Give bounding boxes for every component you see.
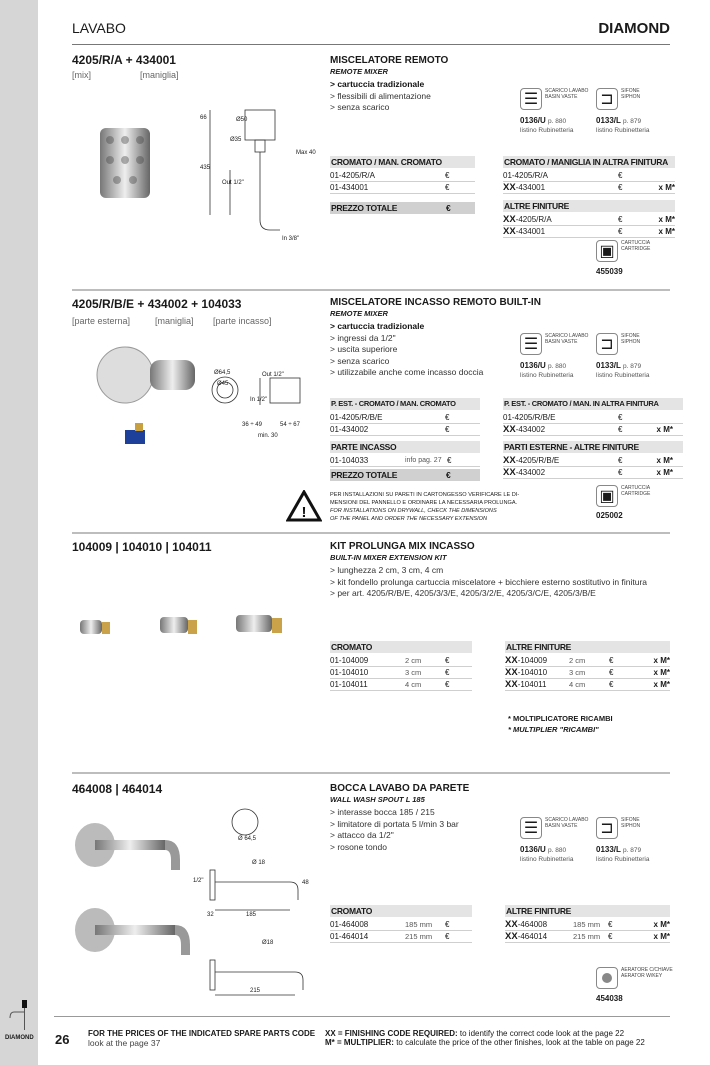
dim-label: Ø50 bbox=[236, 117, 248, 123]
table-header: ALTRE FINITURE bbox=[505, 905, 670, 917]
siphon-icon: ⊐ bbox=[596, 333, 618, 355]
feature-list bbox=[330, 565, 647, 600]
dim-label: In 3/8" bbox=[282, 236, 300, 242]
dim-label: 1/2" bbox=[193, 878, 204, 884]
dim-label: 54 ÷ 67 bbox=[280, 422, 300, 428]
table-row: 01-104011 4 cm € bbox=[330, 679, 472, 691]
label: SIPHON bbox=[621, 94, 641, 100]
dim-label: Max 40 bbox=[296, 150, 316, 156]
table-row: 01-104010 3 cm € bbox=[330, 667, 472, 679]
price-table-chrome bbox=[330, 641, 472, 691]
technical-drawing-1 bbox=[200, 100, 310, 250]
product-title: MISCELATORE REMOTO bbox=[330, 55, 449, 66]
technical-drawing-2 bbox=[210, 370, 310, 420]
feature-list bbox=[330, 79, 431, 114]
table-row: XX-464014 215 mm € x M* bbox=[505, 931, 670, 942]
side-stripe bbox=[0, 0, 38, 1065]
dim-label: 36 ÷ 49 bbox=[242, 422, 262, 428]
accessory-code: 0133/L p. 879 bbox=[596, 116, 642, 125]
dim-label: Ø 64,5 bbox=[238, 836, 257, 842]
product-image-extension-kits bbox=[78, 612, 303, 642]
feature-list bbox=[330, 321, 483, 379]
multiplier-note: * MOLTIPLICATORE RICAMBI bbox=[508, 714, 613, 723]
price-table-other-finish bbox=[505, 641, 670, 691]
product-subtitle: WALL WASH SPOUT L 185 bbox=[330, 795, 425, 804]
feature: > ingressi da 1/2" bbox=[330, 332, 396, 343]
cartridge-accessory: ▣ CARTUCCIA CARTRIDGE bbox=[596, 240, 650, 262]
dim-label: Ø64,5 bbox=[214, 370, 231, 376]
table-row: XX-104011 4 cm € x M* bbox=[505, 679, 670, 690]
table-row: XX-104010 3 cm € x M* bbox=[505, 667, 670, 678]
product-subtitle: REMOTE MIXER bbox=[330, 309, 388, 318]
product-sub: [maniglia] bbox=[155, 316, 194, 326]
feature: > cartuccia tradizionale bbox=[330, 321, 425, 331]
siphon-accessory: ⊐ SIFONE SIPHON bbox=[596, 817, 640, 839]
product-code: 464008 | 464014 bbox=[72, 782, 163, 796]
section-divider bbox=[72, 532, 670, 534]
basin-waste-icon: ☰ bbox=[520, 817, 542, 839]
price-table-chrome bbox=[330, 398, 480, 483]
table-row: XX-4205/R/B/E € x M* bbox=[503, 455, 683, 467]
header-divider bbox=[72, 44, 670, 45]
aerator-icon bbox=[596, 967, 618, 989]
section-divider bbox=[72, 289, 670, 291]
cartridge-code: 455039 bbox=[596, 267, 623, 276]
table-row: XX-434001 € x M* bbox=[503, 226, 675, 237]
product-title: BOCCA LAVABO DA PARETE bbox=[330, 783, 470, 794]
table-header: CROMATO bbox=[330, 641, 472, 653]
section-divider bbox=[72, 772, 670, 774]
dim-label: Ø45 bbox=[217, 381, 229, 387]
product-sub: [parte esterna] bbox=[72, 316, 131, 326]
side-brand: DIAMOND bbox=[5, 1035, 34, 1041]
table-row: 01-4205/R/B/E € bbox=[330, 412, 480, 424]
feature: > uscita superiore bbox=[330, 344, 398, 354]
table-header: PARTE INCASSO bbox=[330, 441, 480, 453]
feature: > utilizzabile anche come incasso doccia bbox=[330, 367, 484, 377]
accessory-code: 0136/U p. 880 bbox=[520, 116, 567, 125]
table-header: P. EST. - CROMATO / MAN. IN ALTRA FINITURA bbox=[503, 398, 683, 410]
label: SIFONE bbox=[621, 88, 640, 94]
cartridge-icon: ▣ bbox=[596, 240, 618, 262]
basin-waste-accessory bbox=[520, 88, 588, 110]
accessory-code: 0133/L p. 879 bbox=[596, 361, 642, 370]
accessory-code: 0136/U p. 880 bbox=[520, 845, 567, 854]
siphon-icon: ⊐ bbox=[596, 817, 618, 839]
product-sub: [parte incasso] bbox=[213, 316, 272, 326]
table-row: XX-434002 € x M* bbox=[503, 424, 683, 436]
table-header: ALTRE FINITURE bbox=[503, 200, 675, 212]
feature-list bbox=[330, 807, 459, 853]
feature: > attacco da 1/2" bbox=[330, 830, 394, 840]
product-title: MISCELATORE INCASSO REMOTO BUILT-IN bbox=[330, 297, 541, 308]
price-table-other-finish bbox=[503, 398, 683, 479]
listino: listino Rubinetteria bbox=[596, 856, 650, 863]
feature: > interasse bocca 185 / 215 bbox=[330, 807, 435, 817]
dim-label: In 1/2" bbox=[250, 397, 268, 403]
total-row: PREZZO TOTALE € bbox=[330, 469, 480, 481]
product-subtitle: BUILT-IN MIXER EXTENSION KIT bbox=[330, 553, 447, 562]
total-row: PREZZO TOTALE € bbox=[330, 202, 475, 214]
product-sub: [mix] bbox=[72, 70, 91, 80]
table-header: P. EST. - CROMATO / MAN. CROMATO bbox=[330, 398, 480, 410]
spare-parts-note: FOR THE PRICES OF THE INDICATED SPARE PARTS CODE look at the page 37 bbox=[88, 1029, 316, 1048]
price-table-chrome bbox=[330, 156, 475, 216]
table-header: CROMATO / MAN. CROMATO bbox=[330, 156, 475, 168]
cartridge-code: 025002 bbox=[596, 511, 623, 520]
cartridge-accessory: ▣ CARTUCCIA CARTRIDGE bbox=[596, 485, 650, 507]
aerator-accessory: AERATORE C/CHIAVE AERATOR W/KEY bbox=[596, 967, 673, 989]
footer-divider bbox=[54, 1016, 670, 1017]
table-row: XX-434002 € x M* bbox=[503, 467, 683, 479]
technical-drawing-4 bbox=[195, 800, 310, 1000]
basin-waste-icon: ☰ bbox=[520, 333, 542, 355]
accessory-code: 0133/L p. 879 bbox=[596, 845, 642, 854]
basin-waste-icon: ☰ bbox=[520, 88, 542, 110]
label: BASIN VASTE bbox=[545, 94, 578, 100]
multiplier-note-en: * MULTIPLIER "RICAMBI" bbox=[508, 725, 599, 734]
product-image-wall-spouts bbox=[70, 820, 190, 980]
table-row: XX-104009 2 cm € x M* bbox=[505, 655, 670, 666]
table-header: PARTI ESTERNE - ALTRE FINITURE bbox=[503, 441, 683, 453]
table-row: 01-434002 € bbox=[330, 424, 480, 436]
listino: listino Rubinetteria bbox=[520, 127, 574, 134]
table-row: 01-104009 2 cm € bbox=[330, 655, 472, 667]
listino: listino Rubinetteria bbox=[520, 372, 574, 379]
table-header: CROMATO / MANIGLIA IN ALTRA FINITURA bbox=[503, 156, 675, 168]
product-code: 104009 | 104010 | 104011 bbox=[72, 540, 212, 554]
dim-label: 48 bbox=[302, 880, 309, 886]
siphon-accessory bbox=[596, 88, 640, 110]
dim-label: 32 bbox=[207, 912, 214, 918]
table-row: 01-104033 info pag. 27 € bbox=[330, 455, 480, 467]
table-row: 01-4205/R/A € bbox=[503, 170, 675, 182]
table-header: CROMATO bbox=[330, 905, 472, 917]
faucet-thumbnail-icon bbox=[8, 1000, 32, 1030]
dim-label: 66 bbox=[200, 115, 207, 121]
cartridge-icon: ▣ bbox=[596, 485, 618, 507]
accessory-code: 0136/U p. 880 bbox=[520, 361, 567, 370]
listino: listino Rubinetteria bbox=[596, 127, 650, 134]
siphon-accessory: ⊐ SIFONE SIPHON bbox=[596, 333, 640, 355]
price-table-other-finish bbox=[503, 156, 675, 238]
siphon-icon: ⊐ bbox=[596, 88, 618, 110]
table-row: 01-464008 185 mm € bbox=[330, 919, 472, 931]
table-row: 01-4205/R/A € bbox=[330, 170, 475, 182]
dim-label: Ø35 bbox=[230, 137, 242, 143]
feature: > kit fondello prolunga cartuccia miscelatore + bicchiere esterno sostitutivo in finitura bbox=[330, 576, 648, 587]
price-table-other-finish bbox=[505, 905, 670, 943]
listino: listino Rubinetteria bbox=[596, 372, 650, 379]
table-row: 01-434001 € bbox=[330, 182, 475, 194]
svg-text:!: ! bbox=[301, 504, 307, 521]
product-image-mixer bbox=[95, 120, 155, 200]
basin-waste-accessory: ☰ SCARICO LAVABO BASIN VASTE bbox=[520, 333, 588, 355]
table-header: ALTRE FINITURE bbox=[505, 641, 670, 653]
dim-label: 435 bbox=[200, 165, 211, 171]
price-table-chrome bbox=[330, 905, 472, 943]
aerator-code: 454038 bbox=[596, 994, 623, 1003]
product-code: 4205/R/B/E + 434002 + 104033 bbox=[72, 297, 242, 311]
feature: > senza scarico bbox=[330, 102, 390, 112]
product-image-builtin-mixer bbox=[95, 345, 205, 455]
product-code: 4205/R/A + 434001 bbox=[72, 53, 176, 67]
dim-label: Out 1/2" bbox=[222, 180, 244, 186]
brand-title: DIAMOND bbox=[598, 20, 670, 37]
feature: > senza scarico bbox=[330, 355, 390, 366]
listino: listino Rubinetteria bbox=[520, 856, 574, 863]
section-title: LAVABO bbox=[72, 20, 126, 36]
feature: > flessibili di alimentazione bbox=[330, 90, 431, 101]
feature: > cartuccia tradizionale bbox=[330, 79, 425, 89]
feature: > lunghezza 2 cm, 3 cm, 4 cm bbox=[330, 565, 444, 575]
dim-label: min. 30 bbox=[258, 433, 278, 439]
dim-label: 185 bbox=[246, 912, 257, 918]
legend-note: XX = FINISHING CODE REQUIRED: to identify the correct code look at the page 22 M* = MULTIPLIER: to calculate the price of the other finishes, look at the table on page 22 bbox=[325, 1029, 645, 1047]
feature: > limitatore di portata 5 l/min 3 bar bbox=[330, 818, 459, 829]
dim-label: Ø 18 bbox=[252, 860, 266, 866]
table-row: XX-4205/R/A € x M* bbox=[503, 214, 675, 225]
table-row: 01-464014 215 mm € bbox=[330, 931, 472, 943]
basin-waste-accessory: ☰ SCARICO LAVABO BASIN VASTE bbox=[520, 817, 588, 839]
table-row: XX-464008 185 mm € x M* bbox=[505, 919, 670, 930]
product-sub: [maniglia] bbox=[140, 70, 179, 80]
product-title: KIT PROLUNGA MIX INCASSO bbox=[330, 541, 475, 552]
label: SCARICO LAVABO bbox=[545, 88, 589, 94]
product-subtitle: REMOTE MIXER bbox=[330, 67, 388, 76]
dim-label: Ø18 bbox=[262, 940, 274, 946]
warning-icon bbox=[286, 490, 322, 522]
page-number: 26 bbox=[55, 1032, 70, 1047]
dim-label: 215 bbox=[250, 988, 261, 994]
feature: > per art. 4205/R/B/E, 4205/3/3/E, 4205/3/2/E, 4205/3/C/E, 4205/3/B/E bbox=[330, 588, 596, 598]
feature: > rosone tondo bbox=[330, 841, 387, 852]
table-row: XX-434001 € x M* bbox=[503, 182, 675, 193]
drywall-warning: PER INSTALLAZIONI SU PARETI IN CARTONGESSO VERIFICARE LE DI- MENSIONI DEL PANNELLO E ORDINARE LA NECESSARIA PROLUNGA. FOR INSTALLATIONS ON DRYWALL, CHECK THE DIMENSIONS OF THE PANEL AND ORDER THE NECESSARY EXTENSION bbox=[330, 492, 520, 522]
dim-label: Out 1/2" bbox=[262, 372, 284, 378]
table-row: 01-4205/R/B/E € bbox=[503, 412, 683, 424]
